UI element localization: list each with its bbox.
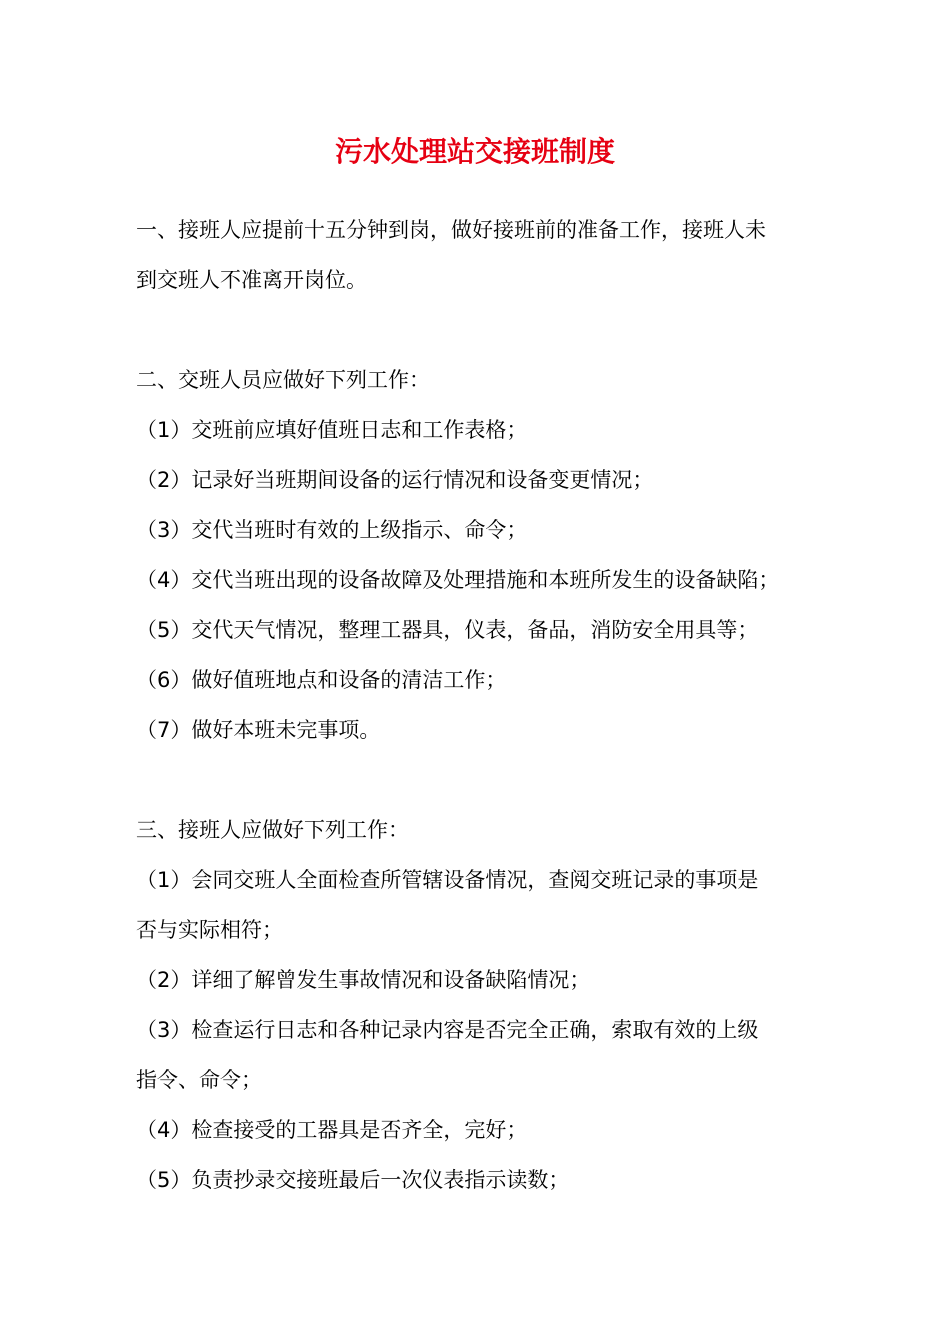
section-3-item-3-line-1: （3）检查运行日志和各种记录内容是否完全正确，索取有效的上级 bbox=[136, 1018, 759, 1042]
paragraph-gap bbox=[136, 755, 826, 805]
section-2-item-7: （7）做好本班未完事项。 bbox=[136, 718, 381, 742]
section-1-line-1: 一、接班人应提前十五分钟到岗，做好接班前的准备工作，接班人未 bbox=[136, 218, 766, 242]
section-2-item-1: （1）交班前应填好值班日志和工作表格； bbox=[136, 418, 528, 442]
section-2-heading: 二、交班人员应做好下列工作： bbox=[136, 368, 430, 392]
paragraph-gap bbox=[136, 305, 826, 355]
section-2-item-4: （4）交代当班出现的设备故障及处理措施和本班所发生的设备缺陷； bbox=[136, 568, 780, 592]
section-2-item-2: （2）记录好当班期间设备的运行情况和设备变更情况； bbox=[136, 468, 654, 492]
section-3-item-2: （2）详细了解曾发生事故情况和设备缺陷情况； bbox=[136, 968, 591, 992]
section-3-item-1-line-1: （1）会同交班人全面检查所管辖设备情况，查阅交班记录的事项是 bbox=[136, 868, 759, 892]
section-2 bbox=[136, 355, 826, 755]
section-3-item-5: （5）负责抄录交接班最后一次仪表指示读数； bbox=[136, 1168, 570, 1192]
document-title: 污水处理站交接班制度 bbox=[334, 135, 615, 168]
section-1-line-2: 到交班人不准离开岗位。 bbox=[136, 268, 367, 292]
section-3-item-4: （4）检查接受的工器具是否齐全，完好； bbox=[136, 1118, 528, 1142]
section-3-item-3-line-2: 指令、命令； bbox=[136, 1068, 262, 1092]
section-2-item-5: （5）交代天气情况，整理工器具，仪表，备品，消防安全用具等； bbox=[136, 618, 759, 642]
section-3-heading: 三、接班人应做好下列工作： bbox=[136, 818, 409, 842]
section-2-item-6: （6）做好值班地点和设备的清洁工作； bbox=[136, 668, 507, 692]
section-3-item-1-line-2: 否与实际相符； bbox=[136, 918, 283, 942]
section-2-item-3: （3）交代当班时有效的上级指示、命令； bbox=[136, 518, 528, 542]
document-body bbox=[136, 205, 826, 1205]
section-1 bbox=[136, 205, 826, 305]
section-3 bbox=[136, 805, 826, 1205]
